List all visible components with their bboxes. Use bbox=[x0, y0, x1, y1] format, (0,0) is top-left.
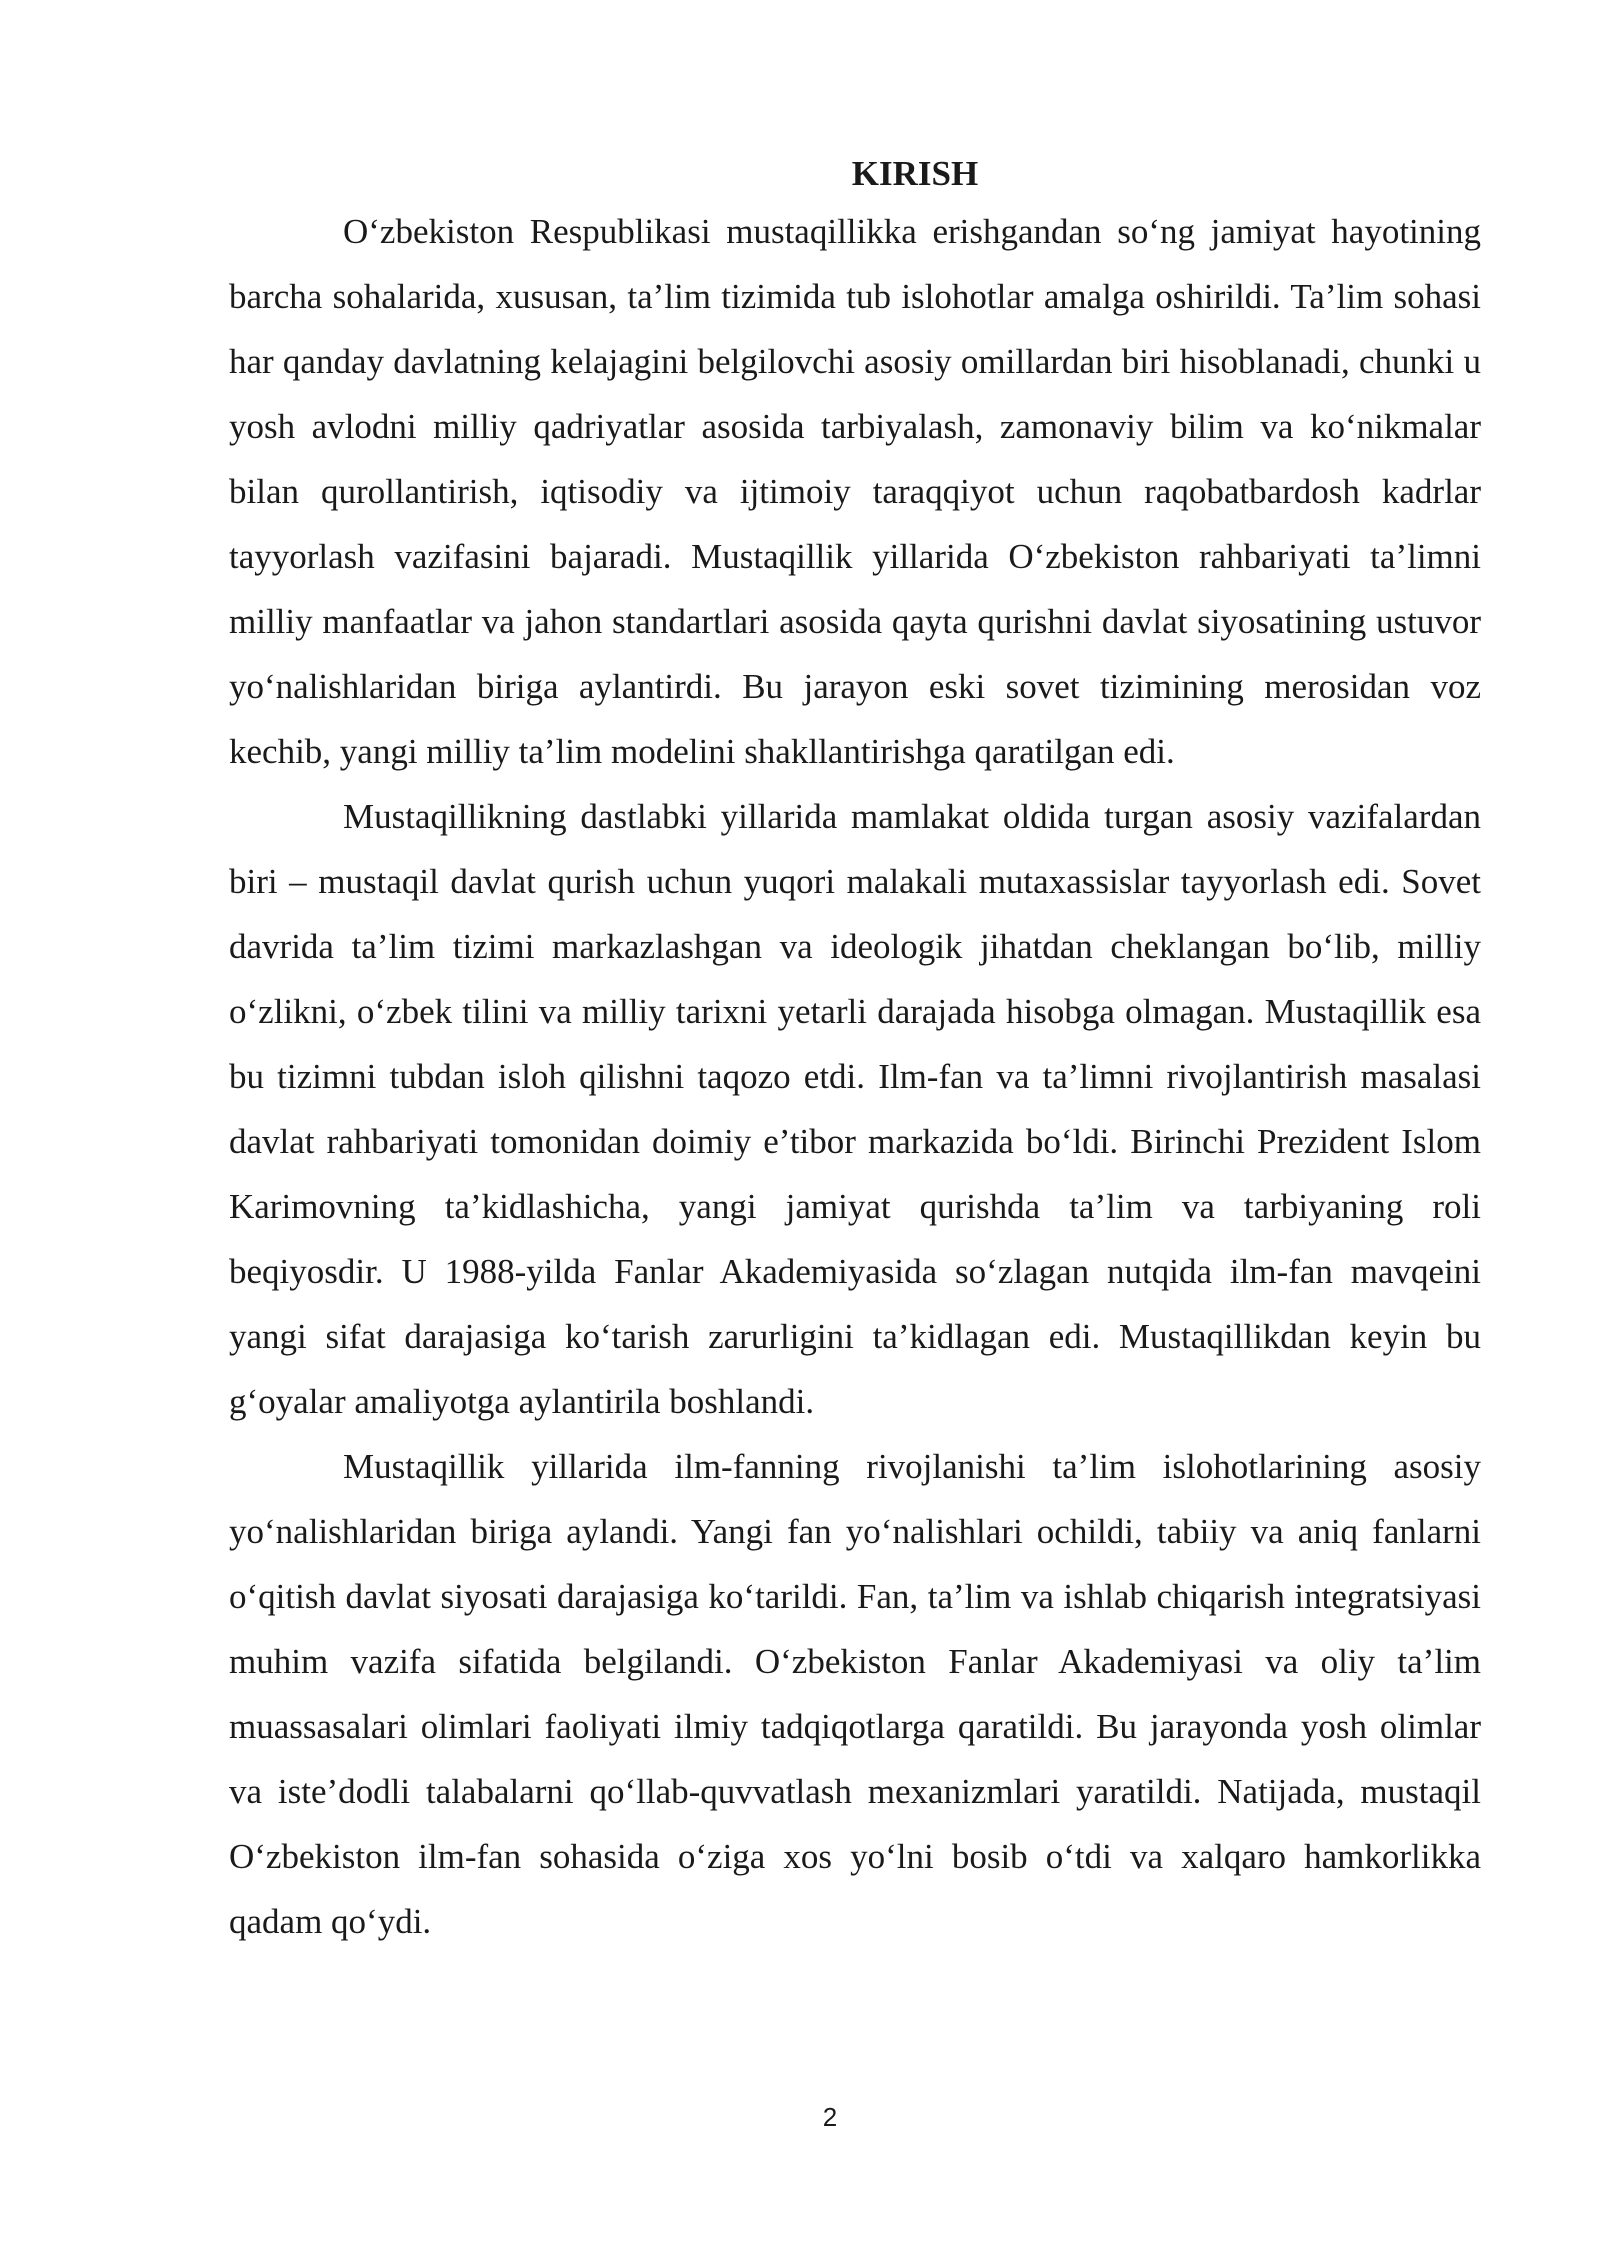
paragraph-2: Mustaqillikning dastlabki yillarida mamlakat oldida turgan asosiy vazifalardan biri – mustaqil davlat qurish uchun yuqori malakali mutaxassislar tayyorlash edi. Sovet davrida ta’lim tizimi markazlashgan va ideologik jihatdan cheklangan bo‘lib, milliy o‘zlikni, o‘zbek tilini va milliy tarixni yetarli darajada hisobga olmagan. Mustaqillik esa bu tizimni tubdan isloh qilishni taqozo etdi. Ilm-fan va ta’limni rivojlantirish masalasi davlat rahbariyati tomonidan doimiy e’tibor markazida bo‘ldi. Birinchi Prezident Islom Karimovning ta’kidlashicha, yangi jamiyat qurishda ta’lim va tarbiyaning roli beqiyosdir. U 1988-yilda Fanlar Akademiyasida so‘zlagan nutqida ilm-fan mavqeini yangi sifat darajasiga ko‘tarish zarurligini ta’kidlagan edi. Mustaqillikdan keyin bu g‘oyalar amaliyotga aylantirila boshlandi. bbox=[229, 797, 1481, 1421]
section-title: KIRISH bbox=[851, 154, 979, 193]
paragraph-1: O‘zbekiston Respublikasi mustaqillikka erishgandan so‘ng jamiyat hayotining barcha sohalarida, xususan, ta’lim tizimida tub islohotlar amalga oshirildi. Ta’lim sohasi har qanday davlatning kelajagini belgilovchi asosiy omillardan biri hisoblanadi, chunki u yosh avlodni milliy qadriyatlar asosida tarbiyalash, zamonaviy bilim va ko‘nikmalar bilan qurollantirish, iqtisodiy va ijtimoiy taraqqiyot uchun raqobatbardosh kadrlar tayyorlash vazifasini bajaradi. Mustaqillik yillarida O‘zbekiston rahbariyati ta’limni milliy manfaatlar va jahon standartlari asosida qayta qurishni davlat siyosatining ustuvor yo‘nalishlaridan biriga aylantirdi. Bu jarayon eski sovet tizimining merosidan voz kechib, yangi milliy ta’lim modelini shakllantirishga qaratilgan edi. bbox=[229, 212, 1481, 771]
page-number: 2 bbox=[822, 2102, 838, 2132]
paragraph-3: Mustaqillik yillarida ilm-fanning rivojlanishi ta’lim islohotlarining asosiy yo‘nalishlaridan biriga aylandi. Yangi fan yo‘nalishlari ochildi, tabiiy va aniq fanlarni o‘qitish davlat siyosati darajasiga ko‘tarildi. Fan, ta’lim va ishlab chiqarish integratsiyasi muhim vazifa sifatida belgilandi. O‘zbekiston Fanlar Akademiyasi va oliy ta’lim muassasalari olimlari faoliyati ilmiy tadqiqotlarga qaratildi. Bu jarayonda yosh olimlar va iste’dodli talabalarni qo‘llab-quvvatlash mexanizmlari yaratildi. Natijada, mustaqil O‘zbekiston ilm-fan sohasida o‘ziga xos yo‘lni bosib o‘tdi va xalqaro hamkorlikka qadam qo‘ydi. bbox=[229, 1447, 1481, 1941]
page-content bbox=[229, 152, 1481, 1954]
